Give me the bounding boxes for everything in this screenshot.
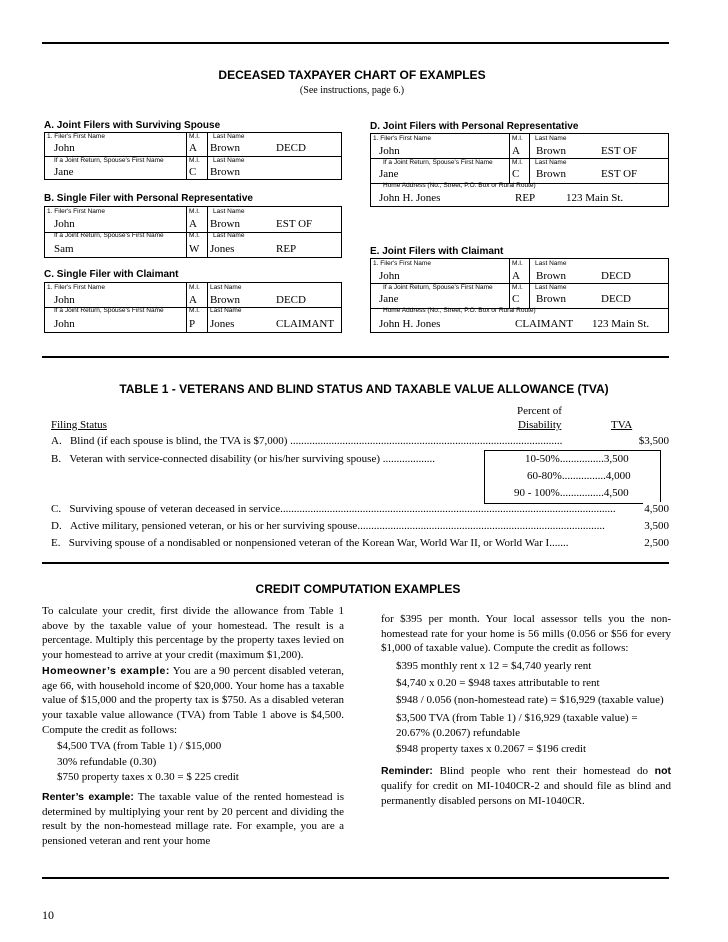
- homeowner-label: Homeowner’s example:: [42, 664, 170, 677]
- dot-leader: ................: [561, 470, 606, 482]
- table1-title: TABLE 1 - VETERANS AND BLIND STATUS AND TAXABLE VALUE ALLOWANCE (TVA): [119, 382, 609, 396]
- first-name-label: 1. Filer's First Name: [373, 260, 431, 267]
- mi-label: M.I.: [189, 284, 200, 291]
- section-a-heading: A. Joint Filers with Surviving Spouse: [44, 120, 221, 131]
- page-number: 10: [42, 908, 54, 922]
- filer-first-name: John: [54, 142, 75, 154]
- section-b-heading: B. Single Filer with Personal Representative: [44, 193, 253, 204]
- filer-mi: A: [189, 142, 197, 154]
- section-e-form: [370, 258, 669, 333]
- last-name-label: Last Name: [535, 135, 567, 142]
- spouse-first-name: Jane: [54, 166, 74, 178]
- mi-label: M.I.: [189, 232, 200, 239]
- representative-name: John H. Jones: [379, 192, 441, 204]
- disability-header: Disability: [518, 419, 562, 431]
- spouse-mi: C: [512, 293, 520, 305]
- mi-label: M.I.: [189, 307, 200, 314]
- section-b-form: [44, 206, 342, 258]
- section-a-form: [44, 132, 342, 180]
- spouse-first-name: Jane: [379, 168, 399, 180]
- row-letter: A.: [51, 435, 62, 447]
- spouse-first-name: Jane: [379, 293, 399, 305]
- reminder-label: Reminder:: [381, 765, 433, 778]
- disability-range: 90 - 100%: [514, 487, 560, 499]
- first-name-label: 1. Filer's First Name: [47, 133, 105, 140]
- dot-leader: ...................: [382, 453, 436, 465]
- section-rule: [42, 562, 669, 564]
- representative-last-name: Jones: [210, 243, 235, 255]
- disability-row: [514, 486, 629, 500]
- renter-label: Renter’s example:: [42, 790, 134, 803]
- filer-last-name: Brown: [210, 294, 240, 306]
- calc-line: $395 monthly rent x 12 = $4,740 yearly rent: [396, 660, 592, 673]
- percent-header: Percent of: [517, 405, 562, 417]
- calc-line: $948 property taxes x 0.2067 = $196 credit: [396, 743, 587, 756]
- reminder-emphasis: not: [654, 765, 671, 778]
- section-rule: [42, 356, 669, 358]
- filer-last-name: Brown: [210, 142, 240, 154]
- claimant-street: 123 Main St.: [592, 318, 650, 330]
- spouse-first-name-label: If a Joint Return, Spouse's First Name: [383, 159, 493, 166]
- disability-range: 10-50%: [525, 453, 560, 465]
- deceased-chart-title: DECEASED TAXPAYER CHART OF EXAMPLES: [218, 68, 486, 82]
- representative-first-name: Sam: [54, 243, 74, 255]
- credit-left-column: [42, 604, 344, 849]
- filer-status-tag: DECD: [276, 294, 306, 306]
- disability-row: [527, 469, 631, 483]
- row-text: Surviving spouse of a nondisabled or nonpensioned veteran of the Korean War, World War II, or World War I: [68, 537, 550, 549]
- last-name-label: Last Name: [535, 284, 567, 291]
- reminder-text: Blind people who rent their homestead do: [432, 765, 655, 778]
- calc-line: 30% refundable (0.30): [57, 755, 157, 768]
- section-d-heading: D. Joint Filers with Personal Representative: [370, 121, 579, 132]
- last-name-label: Last Name: [213, 232, 245, 239]
- first-name-label: 1. Filer's First Name: [373, 135, 431, 142]
- claimant-tag: CLAIMANT: [276, 318, 335, 330]
- row-letter: B.: [51, 453, 62, 465]
- calc-line: $750 property taxes x 0.30 = $ 225 credit: [57, 771, 239, 784]
- table1-row-b: [51, 452, 435, 466]
- filer-last-name: Brown: [210, 218, 240, 230]
- credit-title: CREDIT COMPUTATION EXAMPLES: [255, 582, 461, 596]
- filer-status-tag: EST OF: [601, 145, 638, 157]
- row-letter: E.: [51, 537, 61, 549]
- row-text: Surviving spouse of veteran deceased in service: [69, 503, 281, 515]
- claimant-last-name: Jones: [210, 318, 235, 330]
- dot-leader: .......: [549, 537, 569, 549]
- home-address-label: Home Address (No., Street, P.O. Box or Rural Route): [383, 307, 536, 314]
- spouse-last-name: Brown: [536, 293, 566, 305]
- spouse-first-name-label: If a Joint Return, Spouse's First Name: [383, 284, 493, 291]
- mi-label: M.I.: [189, 133, 200, 140]
- representative-tag: REP: [276, 243, 297, 255]
- mi-label: M.I.: [189, 157, 200, 164]
- section-c-form: [44, 282, 342, 333]
- filer-mi: A: [512, 270, 520, 282]
- dot-leader: ..........................................................................................: [357, 520, 605, 532]
- row-letter: C.: [51, 503, 62, 515]
- filer-first-name: John: [54, 294, 75, 306]
- dot-leader: ................: [559, 453, 604, 465]
- filer-first-name: John: [379, 270, 400, 282]
- disability-range: 60-80%: [527, 470, 562, 482]
- spouse-last-name: Brown: [536, 168, 566, 180]
- spouse-first-name-label: If a Joint Return, Spouse's First Name: [54, 307, 164, 314]
- filer-first-name: John: [54, 218, 75, 230]
- reminder-note: [381, 764, 671, 808]
- filer-last-name: Brown: [536, 145, 566, 157]
- disability-value: 3,500: [603, 453, 629, 465]
- table1-row-e: [51, 536, 669, 550]
- filer-status-tag: EST OF: [276, 218, 313, 230]
- last-name-label: Last Name: [210, 307, 242, 314]
- filer-mi: A: [189, 218, 197, 230]
- spouse-first-name-label: If a Joint Return, Spouse's First Name: [54, 157, 164, 164]
- disability-value: 4,000: [605, 470, 631, 482]
- reminder-text: qualify for credit on MI-1040CR-2 and should file as blind and permanently disabled persons on MI-1040CR.: [381, 779, 671, 807]
- homeowner-text: You are a 90 percent disabled veteran, age 66, with household income of $20,000. Your home has a taxable value of $15,000 and the property tax is $750. As a disabled veteran your taxable value allowance (TVA) from Table 1 above is $4,500. Compute the credit as follows:: [42, 664, 345, 736]
- tva-header: TVA: [611, 419, 633, 431]
- mi-label: M.I.: [512, 284, 523, 291]
- filer-last-name: Brown: [536, 270, 566, 282]
- spouse-mi: C: [512, 168, 520, 180]
- calc-line: $4,740 x 0.20 = $948 taxes attributable to rent: [396, 677, 600, 690]
- homeowner-example: [42, 664, 344, 738]
- row-value: $3,500: [638, 435, 669, 447]
- claimant-mi: P: [189, 318, 196, 330]
- home-address-label: Home Address (No., Street, P.O. Box or Rural Route): [383, 182, 536, 189]
- calc-line: $4,500 TVA (from Table 1) / $15,000: [57, 740, 222, 753]
- mi-label: M.I.: [189, 208, 200, 215]
- row-text: Blind (if each spouse is blind, the TVA is $7,000): [69, 435, 288, 447]
- claimant-role: CLAIMANT: [515, 318, 574, 330]
- spouse-mi: C: [189, 166, 197, 178]
- first-name-label: 1. Filer's First Name: [47, 284, 105, 291]
- table1-row-c: [51, 502, 669, 516]
- mi-label: M.I.: [512, 260, 523, 267]
- spouse-first-name-label: If a Joint Return, Spouse's First Name: [54, 232, 164, 239]
- filer-status-tag: DECD: [276, 142, 306, 154]
- section-c-heading: C. Single Filer with Claimant: [44, 269, 179, 280]
- representative-mi: W: [189, 243, 200, 255]
- dot-leader: ..........................................................................................................................: [280, 503, 616, 515]
- calc-line: $3,500 TVA (from Table 1) / $16,929 (taxable value) = 20.67% (0.2067) refundable: [396, 711, 638, 739]
- last-name-label: Last Name: [535, 159, 567, 166]
- filer-mi: A: [512, 145, 520, 157]
- filer-status-tag: DECD: [601, 270, 631, 282]
- filer-first-name: John: [379, 145, 400, 157]
- claimant-name: John H. Jones: [379, 318, 441, 330]
- spouse-status-tag: DECD: [601, 293, 631, 305]
- renter-text: The taxable value of the rented homestead is determined by multiplying your rent by 20 percent and dividing the result by the non-homestead millage rate. For example, you are a pensioned veteran and rent your home: [42, 790, 344, 847]
- row-value: 3,500: [644, 520, 669, 532]
- table1-row-d: [51, 519, 669, 533]
- spouse-last-name: Brown: [210, 166, 240, 178]
- last-name-label: Last Name: [213, 208, 245, 215]
- bottom-rule: [42, 877, 669, 879]
- credit-intro: To calculate your credit, first divide the allowance from Table 1 above by the taxable value of your homestead. The result is a percentage. Multiply this percentage by the property taxes levied on your homestead to arrive at your credit (maximum $1,200).: [42, 605, 344, 662]
- last-name-label: Last Name: [213, 157, 245, 164]
- deceased-chart-subtitle: (See instructions, page 6.): [299, 85, 405, 96]
- mi-label: M.I.: [512, 135, 523, 142]
- row-letter: D.: [51, 520, 62, 532]
- disability-value: 4,500: [603, 487, 629, 499]
- row-text: Veteran with service-connected disability (or his/her surviving spouse): [69, 453, 381, 465]
- representative-role: REP: [515, 192, 536, 204]
- spouse-status-tag: EST OF: [601, 168, 638, 180]
- row-value: 2,500: [644, 537, 669, 549]
- mi-label: M.I.: [512, 159, 523, 166]
- row-text: Active military, pensioned veteran, or his or her surviving spouse: [69, 520, 358, 532]
- representative-street: 123 Main St.: [566, 192, 624, 204]
- dot-leader: ...................................................................................................: [290, 435, 563, 447]
- section-d-form: [370, 133, 669, 207]
- calc-line: $948 / 0.056 (non-homestead rate) = $16,929 (taxable value): [396, 694, 664, 707]
- last-name-label: Last Name: [210, 284, 242, 291]
- section-e-heading: E. Joint Filers with Claimant: [370, 246, 504, 257]
- filer-mi: A: [189, 294, 197, 306]
- table1-row-a: [51, 434, 669, 448]
- filing-status-header: Filing Status: [51, 419, 107, 431]
- renter-continued: for $395 per month. Your local assessor tells you the non-homestead rate for your home is 56 mills (0.056 or $56 for every $1,000 of taxable value). Compute the credit as follows:: [381, 613, 671, 655]
- disability-row: [525, 452, 629, 466]
- top-rule: [42, 42, 669, 44]
- credit-right-column: [381, 612, 671, 808]
- last-name-label: Last Name: [213, 133, 245, 140]
- first-name-label: 1. Filer's First Name: [47, 208, 105, 215]
- last-name-label: Last Name: [535, 260, 567, 267]
- dot-leader: ................: [559, 487, 604, 499]
- claimant-first-name: John: [54, 318, 75, 330]
- row-value: 4,500: [644, 503, 669, 515]
- renter-example: [42, 790, 344, 849]
